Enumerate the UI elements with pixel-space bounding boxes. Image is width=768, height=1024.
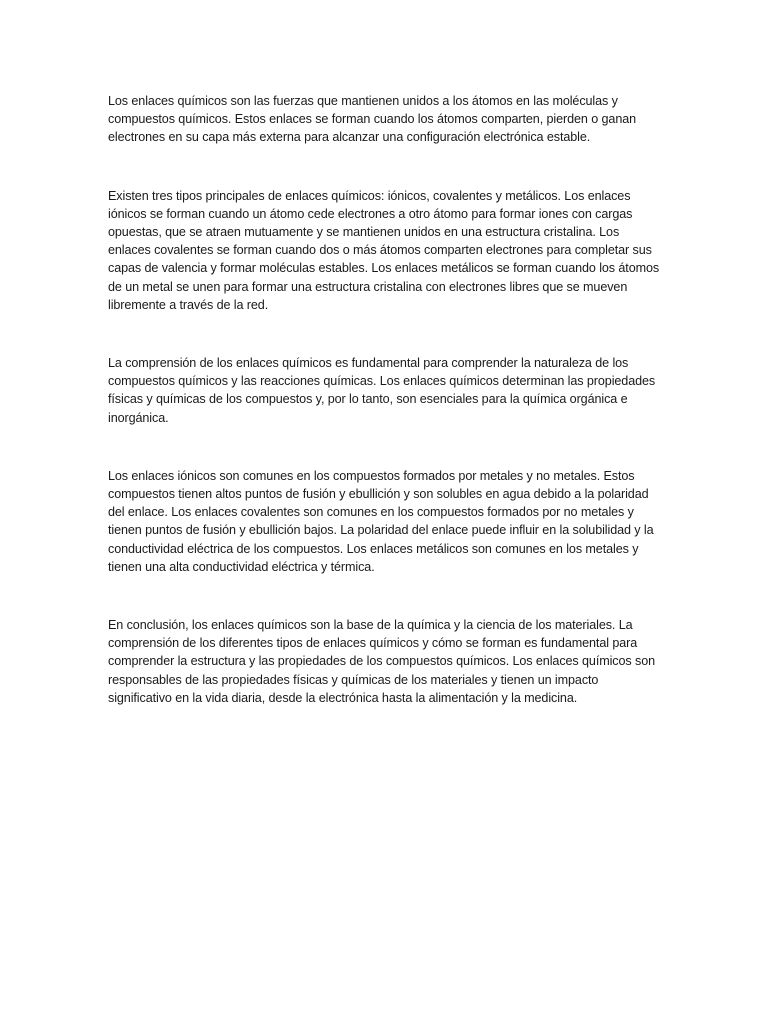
paragraph-properties: Los enlaces iónicos son comunes en los compuestos formados por metales y no metales. Estos compuestos tienen altos puntos de fusión y ebullición y son solubles en agua debido a la polaridad del enlace. Los enlaces covalentes son comunes en los compuestos formados por no metales y tienen puntos de fusión y ebullición bajos. La polaridad del enlace puede influir en la solubilidad y la conductividad eléctrica de los compuestos. Los enlaces metálicos son comunes en los metales y tienen una alta conductividad eléctrica y térmica. [108,468,654,574]
paragraph-importance: La comprensión de los enlaces químicos es fundamental para comprender la naturaleza de los compuestos químicos y las reacciones químicas. Los enlaces químicos determinan las propiedades físicas y químicas de los compuestos y, por lo tanto, son esenciales para la química orgánica e inorgánica. [108,356,656,425]
document-body [108,92,664,707]
paragraph-conclusion: En conclusión, los enlaces químicos son la base de la química y la ciencia de los materiales. La comprensión de los diferentes tipos de enlaces químicos y cómo se forman es fundamental para comprender la estructura y las propiedades de los compuestos químicos. Los enlaces químicos son responsables de las propiedades físicas y químicas de los materiales y tienen un impacto significativo en la vida diaria, desde la electrónica hasta la alimentación y la medicina. [108,618,656,705]
paragraph-bond-types: Existen tres tipos principales de enlaces químicos: iónicos, covalentes y metálicos. Los enlaces iónicos se forman cuando un átomo cede electrones a otro átomo para formar iones con cargas opuestas, que se atraen mutuamente y se mantienen unidos en una estructura cristalina. Los enlaces covalentes se forman cuando dos o más átomos comparten electrones para completar sus capas de valencia y formar moléculas estables. Los enlaces metálicos se forman cuando los átomos de un metal se unen para formar una estructura cristalina con electrones libres que se mueven libremente a través de la red. [108,188,660,312]
paragraph-intro: Los enlaces químicos son las fuerzas que mantienen unidos a los átomos en las moléculas y compuestos químicos. Estos enlaces se forman cuando los átomos comparten, pierden o ganan electrones en su capa más externa para alcanzar una configuración electrónica estable. [108,94,637,145]
